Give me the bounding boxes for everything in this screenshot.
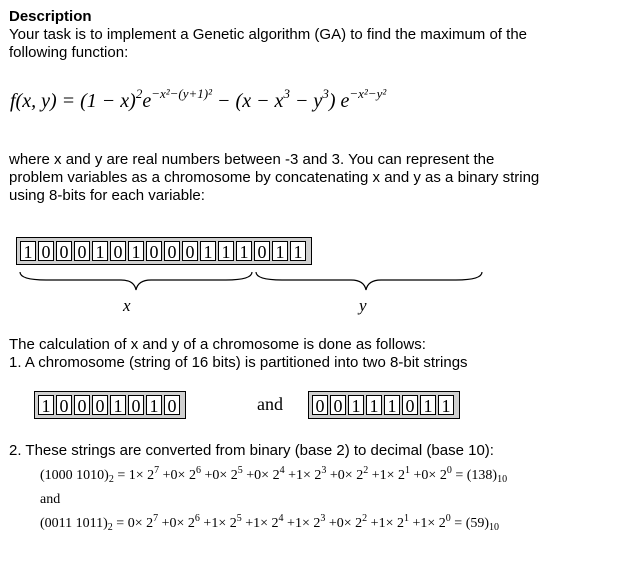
chromosome-bit-15: 1 xyxy=(290,241,306,261)
plus-sign: + xyxy=(158,516,170,531)
term-power: 1 xyxy=(405,465,411,476)
y-bit-5: 0 xyxy=(402,395,418,415)
term-power: 0 xyxy=(446,465,452,476)
y-bit-4: 1 xyxy=(384,395,400,415)
chromosome-bits xyxy=(16,237,312,265)
decimal-result: (59) xyxy=(465,516,490,531)
equals-sign: = xyxy=(112,516,128,531)
plus-sign: + xyxy=(408,516,421,531)
plus-sign: + xyxy=(284,468,296,483)
term-coefficient: 0× 2 xyxy=(169,516,195,531)
y-bits xyxy=(308,391,460,419)
equals-sign: = xyxy=(113,468,129,483)
term-power: 2 xyxy=(362,513,368,524)
plus-sign: + xyxy=(199,516,212,531)
chromosome-bit-8: 0 xyxy=(164,241,180,261)
and-word: and xyxy=(40,492,61,507)
binary-value: (0011 1011) xyxy=(40,516,108,531)
chromosome-bit-3: 0 xyxy=(74,241,90,261)
term-power: 7 xyxy=(153,513,159,524)
and-label: and xyxy=(257,394,283,414)
term-power: 7 xyxy=(154,465,160,476)
y-label: y xyxy=(359,296,367,315)
term-coefficient: 1× 2 xyxy=(211,516,237,531)
y-bit-1: 0 xyxy=(330,395,346,415)
term-coefficient: 1× 2 xyxy=(378,516,404,531)
term-power: 3 xyxy=(321,465,327,476)
equals-sign: = xyxy=(451,468,467,483)
where-line-1: where x and y are real numbers between -3 and 3. You can represent the xyxy=(9,151,495,168)
plus-sign: + xyxy=(326,468,338,483)
term-power: 2 xyxy=(363,465,369,476)
base-two: 2 xyxy=(107,522,113,533)
x-bit-7: 0 xyxy=(164,395,180,415)
chromosome-bit-12: 1 xyxy=(236,241,252,261)
y-bit-2: 1 xyxy=(348,395,364,415)
intro-line-1: Your task is to implement a Genetic algorithm (GA) to find the maximum of the xyxy=(9,26,527,43)
x-bit-6: 1 xyxy=(146,395,162,415)
chromosome-bit-7: 0 xyxy=(146,241,162,261)
term-coefficient: 1× 2 xyxy=(128,468,155,483)
intro-line-2: following function: xyxy=(9,44,129,61)
where-line-2: problem variables as a chromosome by concatenating x and y as a binary string xyxy=(9,169,540,186)
x-bit-2: 0 xyxy=(74,395,90,415)
y-bit-0: 0 xyxy=(312,395,328,415)
calc-step-2: 2. These strings are converted from binary (base 2) to decimal (base 10): xyxy=(9,442,494,459)
equals-sign: = xyxy=(450,516,466,531)
chromosome-bit-14: 1 xyxy=(272,241,288,261)
term-coefficient: 1× 2 xyxy=(294,516,321,531)
term-coefficient: 1× 2 xyxy=(420,516,446,531)
term-power: 6 xyxy=(195,465,201,476)
plus-sign: + xyxy=(325,516,337,531)
plus-sign: + xyxy=(242,468,255,483)
term-coefficient: 1× 2 xyxy=(253,516,279,531)
base-two: 2 xyxy=(108,474,114,485)
plus-sign: + xyxy=(410,468,422,483)
term-coefficient: 0× 2 xyxy=(421,468,447,483)
chromosome-bit-6: 1 xyxy=(128,241,144,261)
y-bit-6: 1 xyxy=(420,395,436,415)
plus-sign: + xyxy=(283,516,295,531)
term-coefficient: 0× 2 xyxy=(170,468,196,483)
chromosome-bit-10: 1 xyxy=(200,241,216,261)
description-heading: Description xyxy=(9,8,92,25)
y-bit-7: 1 xyxy=(438,395,454,415)
term-power: 3 xyxy=(320,513,326,524)
term-power: 4 xyxy=(278,513,284,524)
term-coefficient: 1× 2 xyxy=(295,468,322,483)
term-power: 1 xyxy=(403,513,409,524)
term-coefficient: 0× 2 xyxy=(127,516,154,531)
variable-braces xyxy=(16,270,486,294)
term-power: 5 xyxy=(236,513,242,524)
x-bits xyxy=(34,391,186,419)
decimal-result: (138) xyxy=(466,468,498,483)
plus-sign: + xyxy=(159,468,171,483)
x-bit-1: 0 xyxy=(56,395,72,415)
x-bit-3: 0 xyxy=(92,395,108,415)
term-power: 4 xyxy=(279,465,285,476)
term-coefficient: 0× 2 xyxy=(336,516,363,531)
binary-value: (1000 1010) xyxy=(40,468,109,483)
plus-sign: + xyxy=(200,468,213,483)
plus-sign: + xyxy=(367,516,379,531)
term-coefficient: 1× 2 xyxy=(379,468,406,483)
term-power: 6 xyxy=(194,513,200,524)
base-ten: 10 xyxy=(489,522,500,533)
term-power: 5 xyxy=(237,465,243,476)
chromosome-bit-1: 0 xyxy=(38,241,54,261)
y-bit-3: 1 xyxy=(366,395,382,415)
chromosome-bit-9: 0 xyxy=(182,241,198,261)
chromosome-bit-4: 1 xyxy=(92,241,108,261)
chromosome-bit-0: 1 xyxy=(20,241,36,261)
term-coefficient: 0× 2 xyxy=(337,468,364,483)
x-bit-5: 0 xyxy=(128,395,144,415)
base-ten: 10 xyxy=(497,474,508,485)
term-coefficient: 0× 2 xyxy=(212,468,238,483)
chromosome-bit-5: 0 xyxy=(110,241,126,261)
x-bit-0: 1 xyxy=(38,395,54,415)
chromosome-bit-13: 0 xyxy=(254,241,270,261)
x-conversion-equation xyxy=(40,466,507,486)
plus-sign: + xyxy=(241,516,254,531)
chromosome-bit-11: 1 xyxy=(218,241,234,261)
calc-step-1: 1. A chromosome (string of 16 bits) is partitioned into two 8-bit strings xyxy=(9,354,468,371)
objective-function: f(x, $y) = (1 - x)^2e^{-x^2-(y+1)^2} - (x - x^3 - y^3)$ $e^{-x^2-y^2}$ xyxy=(10,86,387,112)
y-conversion-equation xyxy=(40,514,499,534)
plus-sign: + xyxy=(368,468,380,483)
where-line-3: using 8-bits for each variable: xyxy=(9,187,205,204)
term-coefficient: 0× 2 xyxy=(254,468,280,483)
chromosome-bit-2: 0 xyxy=(56,241,72,261)
x-label: x xyxy=(123,296,131,315)
term-power: 0 xyxy=(445,513,451,524)
x-bit-4: 1 xyxy=(110,395,126,415)
calc-line-1: The calculation of x and y of a chromosome is done as follows: xyxy=(9,336,426,353)
